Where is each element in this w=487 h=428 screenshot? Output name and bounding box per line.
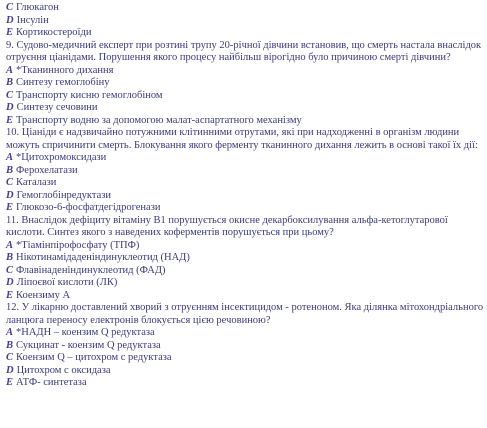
option-letter: E	[6, 377, 14, 388]
option-letter: D	[6, 277, 14, 288]
option-letter: B	[6, 252, 14, 263]
option-text: Інсулін	[16, 14, 49, 26]
option-text: Коензиму А	[16, 289, 71, 301]
question-block	[6, 40, 484, 128]
answer-option	[6, 77, 484, 90]
answer-option	[6, 165, 484, 178]
answer-option	[6, 202, 484, 215]
answer-option	[6, 352, 484, 365]
option-letter: C	[6, 177, 14, 188]
question-block	[6, 215, 484, 303]
answer-option	[6, 90, 484, 103]
question-block	[6, 127, 484, 215]
option-letter: A	[6, 327, 14, 338]
option-letter: D	[6, 102, 14, 113]
option-text: Цитохром с оксидаза	[16, 364, 111, 376]
answer-option	[6, 265, 484, 278]
option-letter: A	[6, 239, 14, 251]
option-letter: C	[6, 2, 14, 13]
answer-option	[6, 377, 484, 390]
option-letter: E	[6, 289, 14, 301]
question-text: 10. Ціаніди є надзвичайно потужними клітинними отрутами, які при надходженні в організм людини можуть спричинити смерть. Блокування якого ферменту тканинного дихання лежить в основі такої їх дії:	[6, 127, 478, 151]
option-letter: D	[6, 14, 14, 26]
option-letter: B	[6, 164, 14, 176]
answer-option	[6, 365, 484, 378]
answer-option	[6, 2, 484, 15]
option-text: *НАДН – коензим Q редуктаза	[16, 327, 155, 338]
answer-option	[6, 277, 484, 290]
option-letter: E	[6, 27, 14, 38]
option-letter: E	[6, 114, 14, 126]
option-text: Кортикостероїди	[16, 27, 92, 38]
option-letter: C	[6, 264, 14, 276]
option-text: АТФ- синтетаза	[16, 377, 87, 388]
answer-option	[6, 27, 484, 40]
option-letter: E	[6, 202, 14, 213]
option-text: Глюкагон	[16, 2, 59, 13]
option-text: Флавінаденіндинуклеотид (ФАД)	[16, 264, 166, 276]
answer-option	[6, 327, 484, 340]
document-page	[6, 2, 484, 390]
answer-option	[6, 290, 484, 303]
option-text: Синтезу сечовини	[16, 102, 98, 113]
option-letter: C	[6, 352, 14, 363]
option-letter: D	[6, 189, 14, 201]
option-letter: C	[6, 89, 14, 101]
option-letter: D	[6, 364, 14, 376]
option-letter: B	[6, 339, 14, 351]
question-text: 9. Судово-медичний експерт при розтині трупу 20-річної дівчини встановив, що смерть настала внаслідок отруєння ціанідами. Порушення якого процесу найбільш вірогідно було причиною смерті дівчини?	[6, 39, 482, 63]
option-letter: A	[6, 152, 14, 163]
option-text: Ферохелатази	[16, 164, 78, 176]
option-text: Гемоглобінредуктази	[16, 189, 112, 201]
option-text: Коензим Q – цитохром с редуктаза	[16, 352, 172, 363]
option-text: Каталази	[16, 177, 57, 188]
option-text: Глюкозо-6-фосфатдегідрогенази	[16, 202, 161, 213]
question-text: 12. У лікарню доставлений хворий з отруєнням інсектицидом - ротеноном. Яка ділянка мітохондріального ланцюга переносу електронів блокується цією речовиною?	[6, 302, 484, 326]
answer-option	[6, 15, 484, 28]
answer-option	[6, 115, 484, 128]
option-text: Транспорту кисню гемоглобіном	[16, 89, 163, 101]
answer-option	[6, 177, 484, 190]
answer-option	[6, 240, 484, 253]
answer-option	[6, 252, 484, 265]
option-text: Транспорту водню за допомогою малат-аспартатного механізму	[16, 114, 302, 126]
option-text: Ліпоєвої кислоти (ЛК)	[16, 277, 118, 288]
option-text: *Цитохромоксидази	[16, 152, 107, 163]
option-letter: B	[6, 77, 14, 88]
option-text: Синтезу гемоглобіну	[16, 77, 110, 88]
answer-option	[6, 190, 484, 203]
option-text: Сукцинат - коензим Q редуктаза	[16, 339, 161, 351]
option-list	[6, 2, 484, 40]
question-text: 11. Внаслідок дефіциту вітаміну В1 порушується окисне декарбоксилування альфа-кетоглутарової кислоти. Синтез якого з наведених коферментів порушується при цьому?	[6, 214, 448, 238]
answer-option	[6, 152, 484, 165]
answer-option	[6, 65, 484, 78]
question-block	[6, 302, 484, 390]
option-letter: A	[6, 64, 14, 76]
option-text: Нікотинамідаденіндинуклеотид (НАД)	[16, 252, 190, 263]
option-text: *Тканинного дихання	[16, 64, 114, 76]
answer-option	[6, 102, 484, 115]
option-text: *Тіамінпірофосфату (ТПФ)	[16, 239, 140, 251]
answer-option	[6, 340, 484, 353]
